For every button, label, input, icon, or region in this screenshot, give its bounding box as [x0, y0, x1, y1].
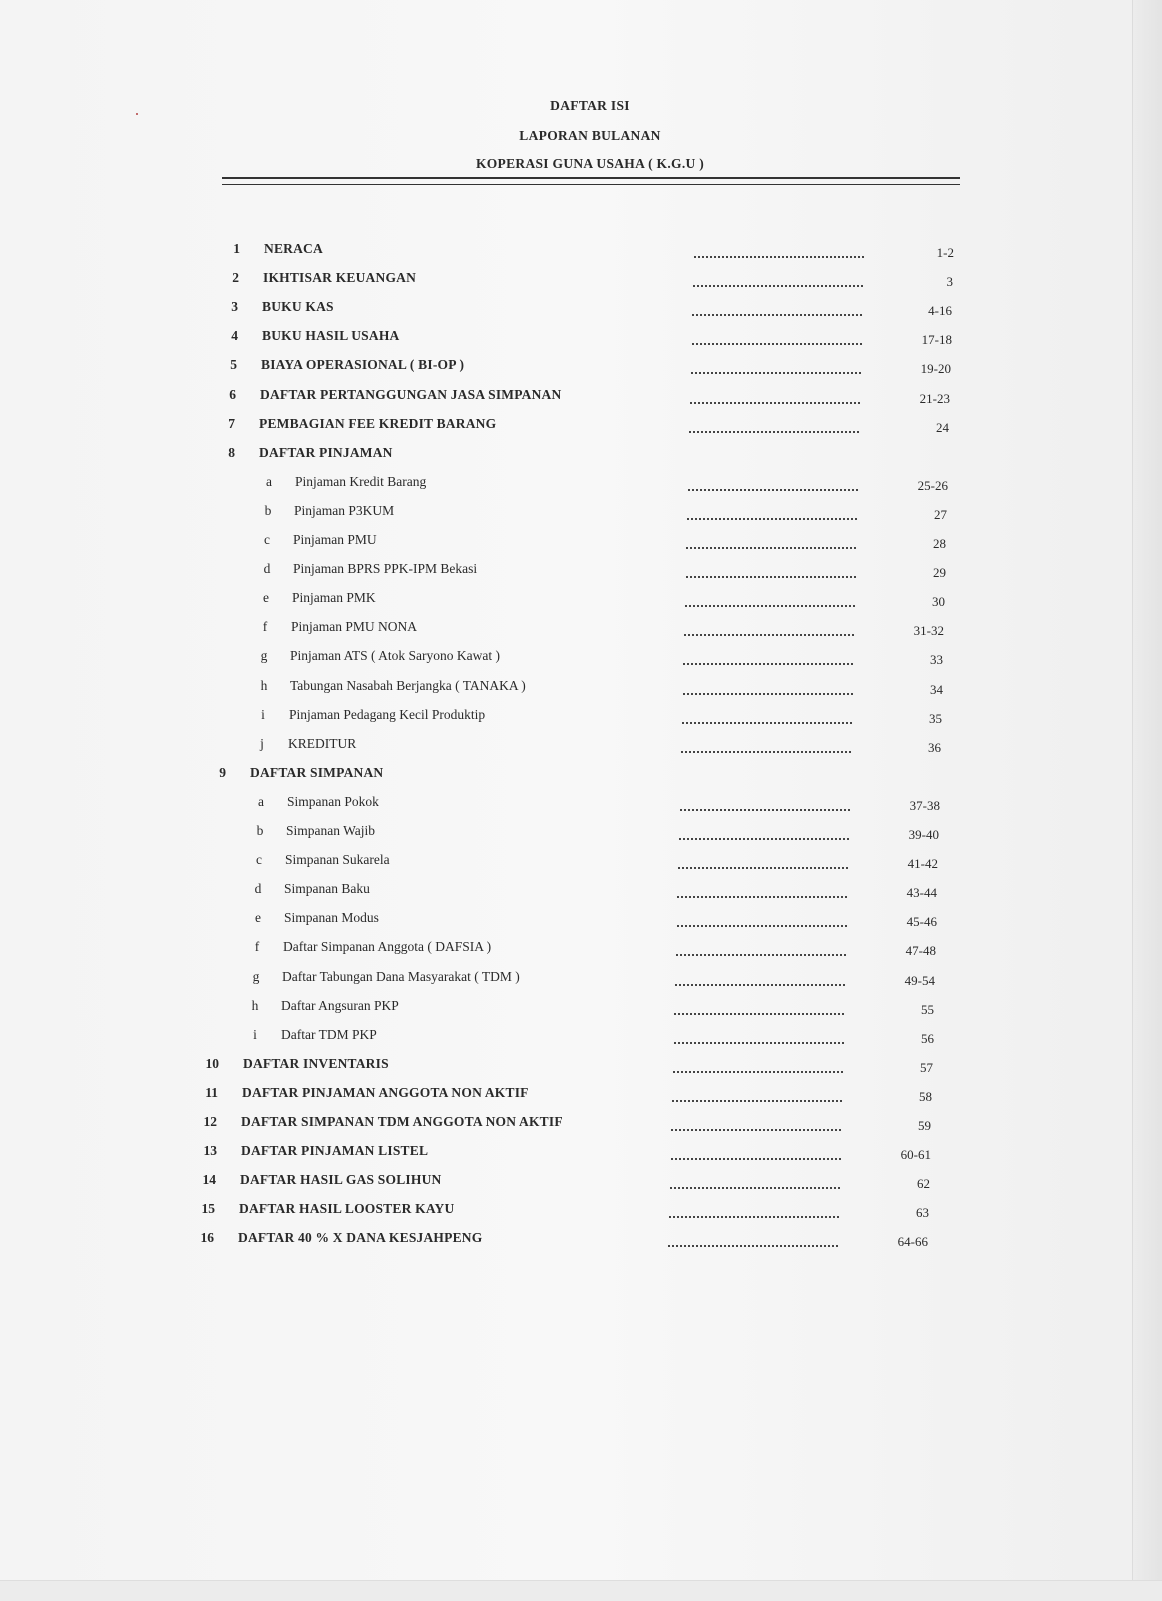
toc-subentry-letter: f	[262, 619, 268, 634]
toc-leader-dots	[691, 370, 861, 374]
toc-entry-number: 15	[201, 1201, 215, 1216]
toc-subentry-title: Pinjaman ATS ( Atok Saryono Kawat )	[290, 648, 500, 663]
toc-leader-dots	[685, 603, 855, 607]
toc-entry	[0, 998, 1162, 1020]
document-subtitle: LAPORAN BULANAN	[519, 128, 661, 143]
toc-subentry-letter: i	[261, 707, 265, 722]
toc-leader-dots	[680, 807, 850, 811]
toc-page-number: 57	[920, 1060, 933, 1075]
toc-leader-dots	[679, 836, 849, 840]
toc-page-number: 4-16	[928, 303, 952, 318]
toc-subentry-title: Pinjaman PMU	[293, 532, 377, 547]
toc-entry	[0, 852, 1162, 874]
toc-entry	[0, 1114, 1162, 1136]
toc-entry	[0, 590, 1162, 612]
organization-name: KOPERASI GUNA USAHA ( K.G.U )	[475, 156, 705, 171]
toc-page-number: 63	[916, 1205, 929, 1220]
toc-leader-dots	[689, 429, 859, 433]
toc-entry	[0, 270, 1162, 292]
toc-subentry-title: Pinjaman P3KUM	[294, 503, 395, 518]
toc-leader-dots	[668, 1243, 838, 1247]
toc-entry	[0, 648, 1162, 670]
toc-page-number: 19-20	[920, 361, 951, 376]
toc-entry	[0, 474, 1162, 496]
toc-leader-dots	[692, 341, 862, 345]
toc-subentry-letter: d	[254, 881, 262, 896]
toc-page-number: 43-44	[906, 885, 937, 900]
toc-entry	[0, 387, 1162, 409]
toc-subentry-letter: c	[264, 532, 270, 547]
toc-page-number: 37-38	[909, 798, 940, 813]
toc-page-number: 56	[921, 1031, 934, 1046]
toc-leader-dots	[669, 1214, 839, 1218]
toc-page-number: 29	[933, 565, 946, 580]
toc-subentry-letter: j	[260, 736, 264, 751]
toc-entry-title: PEMBAGIAN FEE KREDIT BARANG	[259, 416, 497, 431]
toc-entry-title: DAFTAR PERTANGGUNGAN JASA SIMPANAN	[260, 387, 562, 402]
toc-subentry-title: Daftar TDM PKP	[281, 1027, 377, 1042]
toc-entry-number: 4	[231, 328, 238, 343]
toc-page-number: 27	[934, 507, 947, 522]
toc-leader-dots	[670, 1185, 840, 1189]
toc-entry-title: BIAYA OPERASIONAL ( BI-OP )	[261, 357, 465, 372]
toc-entry-title: BUKU KAS	[262, 299, 334, 314]
toc-entry	[0, 707, 1162, 729]
toc-page-number: 25-26	[917, 478, 948, 493]
toc-page-number: 64-66	[897, 1234, 928, 1249]
toc-leader-dots	[694, 254, 864, 258]
toc-page-number: 30	[932, 594, 945, 609]
toc-leader-dots	[677, 923, 847, 927]
toc-page-number: 21-23	[919, 391, 950, 406]
toc-subentry-title: Daftar Angsuran PKP	[281, 998, 399, 1013]
toc-subentry-letter: e	[263, 590, 269, 605]
toc-entry	[0, 503, 1162, 525]
toc-subentry-title: Simpanan Pokok	[287, 794, 379, 809]
toc-page-number: 59	[918, 1118, 931, 1133]
toc-entry	[0, 1201, 1162, 1223]
toc-page-number: 35	[929, 711, 942, 726]
toc-leader-dots	[686, 545, 856, 549]
toc-subentry-letter: f	[254, 939, 260, 954]
toc-subentry-letter: h	[251, 998, 259, 1013]
toc-page-number: 34	[930, 682, 943, 697]
toc-page-number: 55	[921, 1002, 934, 1017]
toc-entry-title: DAFTAR SIMPANAN	[250, 765, 384, 780]
toc-subentry-letter: b	[264, 503, 272, 518]
toc-entry	[0, 1056, 1162, 1078]
toc-entry-number: 1	[233, 241, 240, 256]
toc-entry-title: NERACA	[264, 241, 323, 256]
toc-subentry-title: Daftar Simpanan Anggota ( DAFSIA )	[283, 939, 492, 954]
toc-entry-title: DAFTAR PINJAMAN	[259, 445, 393, 460]
toc-page-number: 33	[930, 652, 943, 667]
toc-page-number: 62	[917, 1176, 930, 1191]
toc-entry	[0, 1172, 1162, 1194]
toc-subentry-letter: g	[260, 648, 268, 663]
toc-entry	[0, 357, 1162, 379]
toc-page-number: 58	[919, 1089, 932, 1104]
toc-page-number: 45-46	[906, 914, 937, 929]
toc-entry	[0, 1230, 1162, 1252]
toc-entry-number: 5	[230, 357, 237, 372]
toc-entry-title: DAFTAR PINJAMAN LISTEL	[241, 1143, 429, 1158]
toc-leader-dots	[693, 283, 863, 287]
toc-entry	[0, 1143, 1162, 1165]
toc-leader-dots	[677, 894, 847, 898]
toc-leader-dots	[683, 661, 853, 665]
toc-entry	[0, 881, 1162, 903]
toc-page-number: 47-48	[905, 943, 936, 958]
toc-entry-number: 11	[205, 1085, 218, 1100]
toc-entry	[0, 736, 1162, 758]
toc-leader-dots	[673, 1069, 843, 1073]
toc-page-number: 49-54	[904, 973, 935, 988]
toc-subentry-title: Pinjaman PMU NONA	[291, 619, 418, 634]
toc-leader-dots	[690, 400, 860, 404]
toc-leader-dots	[692, 312, 862, 316]
toc-entry-title: DAFTAR PINJAMAN ANGGOTA NON AKTIF	[242, 1085, 529, 1100]
document-title: DAFTAR ISI	[550, 98, 630, 113]
toc-subentry-title: Daftar Tabungan Dana Masyarakat ( TDM )	[282, 969, 520, 984]
toc-entry	[0, 619, 1162, 641]
toc-entry-title: BUKU HASIL USAHA	[262, 328, 400, 343]
toc-subentry-letter: a	[266, 474, 272, 489]
toc-entry-title: DAFTAR HASIL LOOSTER KAYU	[239, 1201, 455, 1216]
toc-subentry-title: KREDITUR	[288, 736, 357, 751]
toc-leader-dots	[671, 1156, 841, 1160]
toc-leader-dots	[683, 691, 853, 695]
toc-entry	[0, 561, 1162, 583]
toc-entry-title: DAFTAR SIMPANAN TDM ANGGOTA NON AKTIF	[241, 1114, 563, 1129]
toc-page-number: 28	[933, 536, 946, 551]
toc-leader-dots	[681, 749, 851, 753]
toc-leader-dots	[684, 632, 854, 636]
toc-leader-dots	[674, 1040, 844, 1044]
toc-subentry-letter: i	[253, 1027, 257, 1042]
toc-entry	[0, 678, 1162, 700]
toc-entry-title: IKHTISAR KEUANGAN	[263, 270, 417, 285]
toc-page-number: 39-40	[908, 827, 939, 842]
toc-leader-dots	[688, 487, 858, 491]
toc-subentry-title: Pinjaman Kredit Barang	[295, 474, 427, 489]
toc-leader-dots	[676, 952, 846, 956]
toc-leader-dots	[671, 1127, 841, 1131]
toc-entry-title: DAFTAR 40 % X DANA KESJAHPENG	[238, 1230, 483, 1245]
toc-entry-number: 12	[203, 1114, 217, 1129]
toc-entry-number: 6	[229, 387, 236, 402]
toc-subentry-letter: c	[256, 852, 262, 867]
toc-subentry-letter: a	[258, 794, 264, 809]
toc-page-number: 24	[936, 420, 949, 435]
toc-entry-number: 10	[205, 1056, 219, 1071]
toc-subentry-title: Pinjaman BPRS PPK-IPM Bekasi	[293, 561, 478, 576]
toc-leader-dots	[687, 516, 857, 520]
toc-entry-number: 8	[228, 445, 235, 460]
toc-entry	[0, 765, 1162, 787]
toc-leader-dots	[686, 574, 856, 578]
toc-entry-title: DAFTAR INVENTARIS	[243, 1056, 389, 1071]
toc-page-number: 31-32	[913, 623, 944, 638]
toc-entry-number: 16	[200, 1230, 214, 1245]
toc-entry-number: 3	[231, 299, 238, 314]
toc-subentry-title: Pinjaman Pedagang Kecil Produktip	[289, 707, 486, 722]
toc-leader-dots	[678, 865, 848, 869]
toc-entry	[0, 416, 1162, 438]
toc-subentry-title: Tabungan Nasabah Berjangka ( TANAKA )	[290, 678, 526, 693]
toc-subentry-title: Simpanan Sukarela	[285, 852, 390, 867]
toc-page-number: 41-42	[907, 856, 938, 871]
toc-entry	[0, 794, 1162, 816]
toc-subentry-letter: g	[252, 969, 260, 984]
toc-entry	[0, 939, 1162, 961]
toc-subentry-letter: d	[263, 561, 271, 576]
toc-leader-dots	[672, 1098, 842, 1102]
toc-page-number: 36	[928, 740, 941, 755]
toc-page-number: 17-18	[921, 332, 952, 347]
toc-entry-number: 14	[202, 1172, 216, 1187]
toc-entry	[0, 532, 1162, 554]
toc-entry	[0, 1027, 1162, 1049]
toc-entry-title: DAFTAR HASIL GAS SOLIHUN	[240, 1172, 442, 1187]
toc-leader-dots	[682, 720, 852, 724]
toc-page-number: 3	[946, 274, 953, 289]
toc-leader-dots	[675, 982, 845, 986]
toc-page-number: 60-61	[900, 1147, 931, 1162]
toc-entry	[0, 241, 1162, 263]
toc-subentry-title: Simpanan Wajib	[286, 823, 376, 838]
toc-subentry-letter: h	[260, 678, 268, 693]
toc-page-number: 1-2	[936, 245, 954, 260]
toc-subentry-title: Simpanan Modus	[284, 910, 379, 925]
toc-leader-dots	[674, 1011, 844, 1015]
toc-entry-number: 9	[219, 765, 226, 780]
toc-subentry-title: Pinjaman PMK	[292, 590, 376, 605]
toc-entry-number: 7	[228, 416, 235, 431]
toc-entry-number: 13	[203, 1143, 217, 1158]
toc-entry	[0, 910, 1162, 932]
toc-entry	[0, 1085, 1162, 1107]
toc-subentry-letter: b	[256, 823, 264, 838]
toc-entry	[0, 328, 1162, 350]
toc-entry	[0, 445, 1162, 467]
toc-subentry-letter: e	[255, 910, 261, 925]
toc-entry	[0, 969, 1162, 991]
toc-subentry-title: Simpanan Baku	[284, 881, 370, 896]
toc-entry	[0, 299, 1162, 321]
toc-entry-number: 2	[232, 270, 239, 285]
toc-entry	[0, 823, 1162, 845]
